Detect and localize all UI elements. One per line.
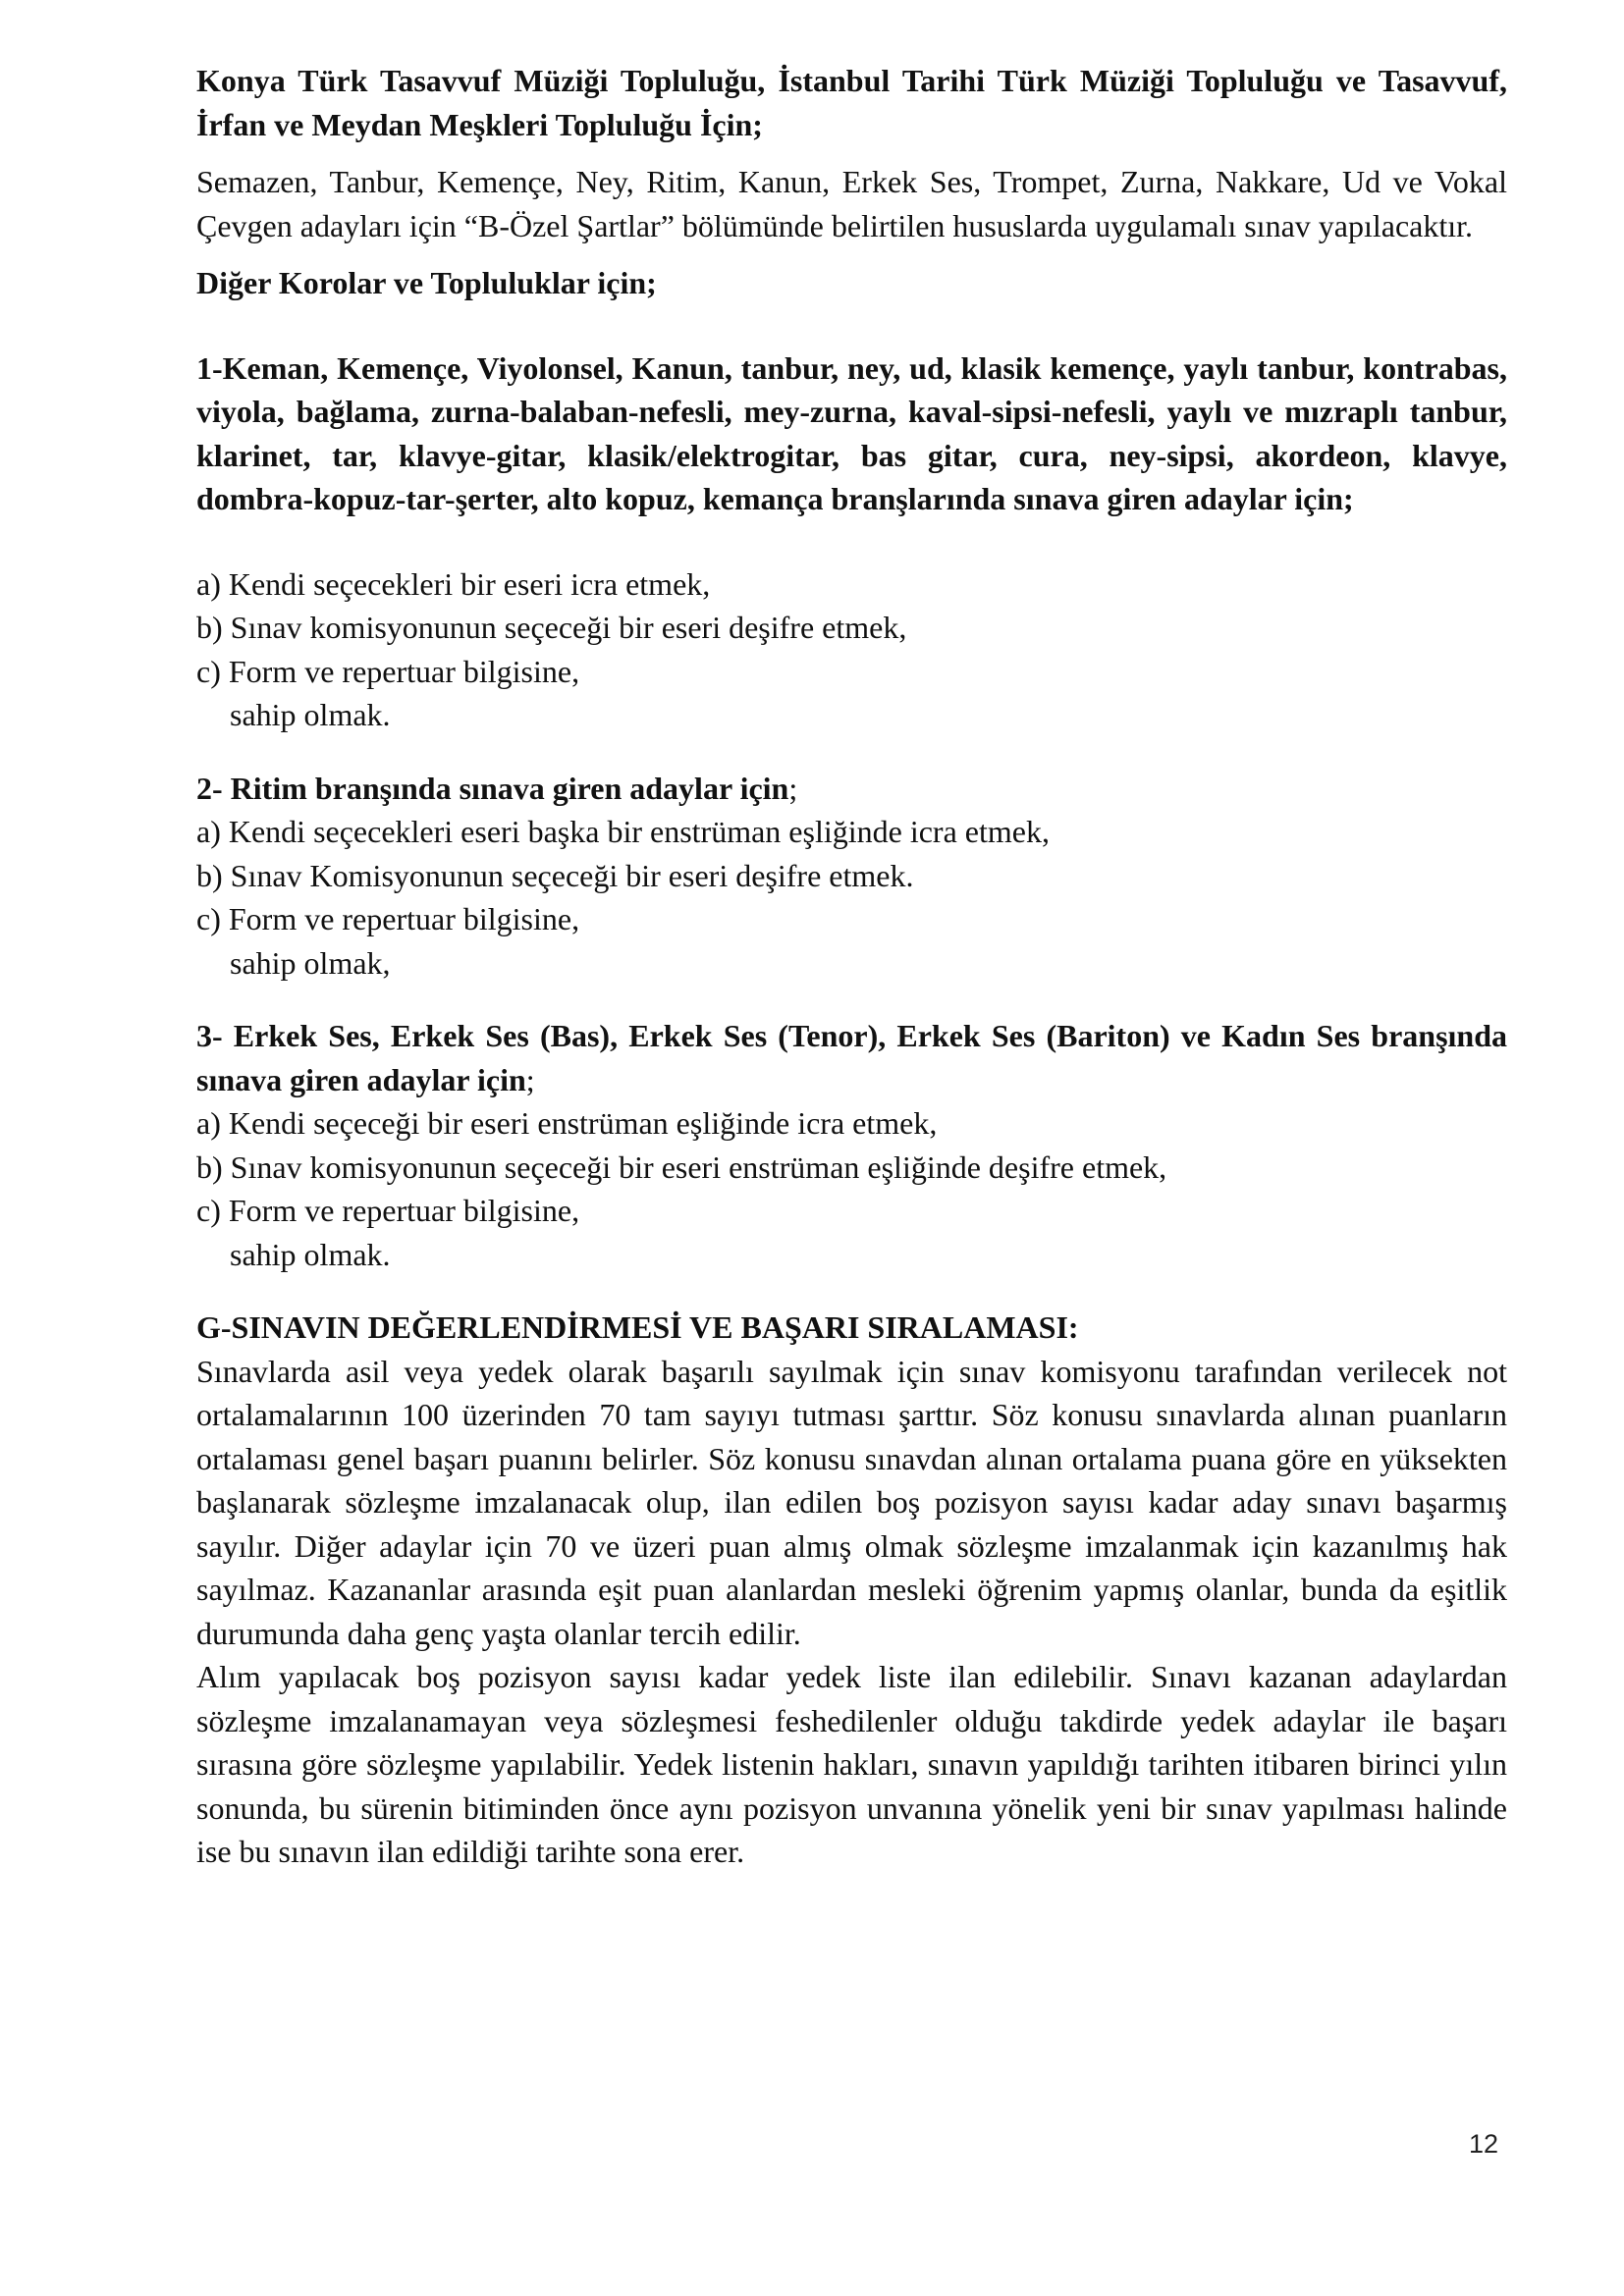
- section-2-item-c: c) Form ve repertuar bilgisine,: [196, 901, 580, 936]
- section-g-paragraph-1: Sınavlarda asil veya yedek olarak başarılı sayılmak için sınav komisyonu tarafından verilecek not ortalamalarının 100 üzerinden 70 tam sayıyı tutması şarttır. Söz konusu sınavlarda alınan puanların ortalaması genel başarı puanını belirler. Söz konusu sınavdan alınan ortalama puana göre en yüksekten başlanarak sözleşme imzalanacak olup, ilan edilen boş pozisyon sayısı kadar aday sınavı başarmış sayılır. Diğer adaylar için 70 ve üzeri puan almış olmak sözleşme imzalanmak için kazanılmış hak sayılmaz. Kazananlar arasında eşit puan alanlardan mesleki öğrenim yapmış olanlar, bunda da eşitlik durumunda daha genç yaşta olanlar tercih edilir.: [196, 1353, 1507, 1651]
- section-1-item-a: a) Kendi seçecekleri bir eseri icra etmek,: [196, 565, 711, 602]
- section-2-item-a: a) Kendi seçecekleri eseri başka bir enstrüman eşliğinde icra etmek,: [196, 814, 1050, 849]
- section-1-closing: sahip olmak.: [230, 697, 391, 732]
- spacer: [196, 521, 1507, 562]
- section-3-item-c: c) Form ve repertuar bilgisine,: [196, 1193, 580, 1228]
- spacer: [196, 985, 1507, 1014]
- section-2-closing: sahip olmak,: [230, 944, 391, 981]
- other-choirs-heading: Diğer Korolar ve Topluluklar için;: [196, 265, 657, 300]
- section-2-heading-tail: ;: [788, 770, 798, 806]
- section-3-item-a: a) Kendi seçeceği bir eseri enstrüman eşliğinde icra etmek,: [196, 1105, 938, 1141]
- page-content: [196, 59, 1507, 1874]
- spacer: [196, 305, 1507, 347]
- spacer: [196, 737, 1507, 767]
- section-3-closing: sahip olmak.: [230, 1236, 391, 1272]
- section-1-item-c: c) Form ve repertuar bilgisine,: [196, 653, 580, 689]
- section-2-item-b: b) Sınav Komisyonunun seçeceği bir eseri deşifre etmek.: [196, 857, 914, 893]
- section-g-heading: G-SINAVIN DEĞERLENDİRMESİ VE BAŞARI SIRALAMASI:: [196, 1309, 1079, 1345]
- section-2-heading: [196, 767, 1507, 811]
- section-2-heading-text: 2- Ritim branşında sınava giren adaylar için: [196, 770, 789, 806]
- spacer: [196, 247, 1507, 261]
- section-3-item-b: b) Sınav komisyonunun seçeceği bir eseri enstrüman eşliğinde deşifre etmek,: [196, 1148, 1167, 1185]
- section-3-heading-text: 3- Erkek Ses, Erkek Ses (Bas), Erkek Ses (Tenor), Erkek Ses (Bariton) ve Kadın Ses branşında sınava giren adaylar için: [196, 1018, 1507, 1097]
- section-1-item-b: b) Sınav komisyonunun seçeceği bir eseri deşifre etmek,: [196, 610, 907, 645]
- page-number: 12: [1469, 2129, 1499, 2159]
- spacer: [196, 146, 1507, 160]
- section-3-heading-tail: ;: [525, 1061, 535, 1097]
- ensemble-body: Semazen, Tanbur, Kemençe, Ney, Ritim, Kanun, Erkek Ses, Trompet, Zurna, Nakkare, Ud ve Vokal Çevgen adayları için “B-Özel Şartlar” bölümünde belirtilen hususlarda uygulamalı sınav yapılacaktır.: [196, 164, 1507, 243]
- section-g-paragraph-2: Alım yapılacak boş pozisyon sayısı kadar yedek liste ilan edilebilir. Sınavı kazanan adaylardan sözleşme imzalanamayan veya sözleşmesi feshedilenler olduğu takdirde yedek adaylar ile başarı sırasına göre sözleşme yapılabilir. Yedek listenin hakları, sınavın yapıldığı tarihten itibaren birinci yılın sonunda, bu sürenin bitiminden önce aynı pozisyon unvanına yönelik yeni bir sınav yapılması halinde ise bu sınavın ilan edildiği tarihte sona erer.: [196, 1659, 1507, 1869]
- spacer: [196, 1276, 1507, 1306]
- ensemble-heading: Konya Türk Tasavvuf Müziği Topluluğu, İstanbul Tarihi Türk Müziği Topluluğu ve Tasavvuf, İrfan ve Meydan Meşkleri Topluluğu İçin;: [196, 63, 1507, 142]
- section-1-heading: 1-Keman, Kemençe, Viyolonsel, Kanun, tanbur, ney, ud, klasik kemençe, yaylı tanbur, kontrabas, viyola, bağlama, zurna-balaban-nefesli, mey-zurna, kaval-sipsi-nefesli, yaylı ve mızraplı tanbur, klarinet, tar, klavye-gitar, klasik/elektrogitar, bas gitar, cura, ney-sipsi, akordeon, klavye, dombra-kopuz-tar-şerter, alto kopuz, kemança branşlarında sınava giren adaylar için;: [196, 349, 1507, 516]
- section-3-heading: [196, 1014, 1507, 1101]
